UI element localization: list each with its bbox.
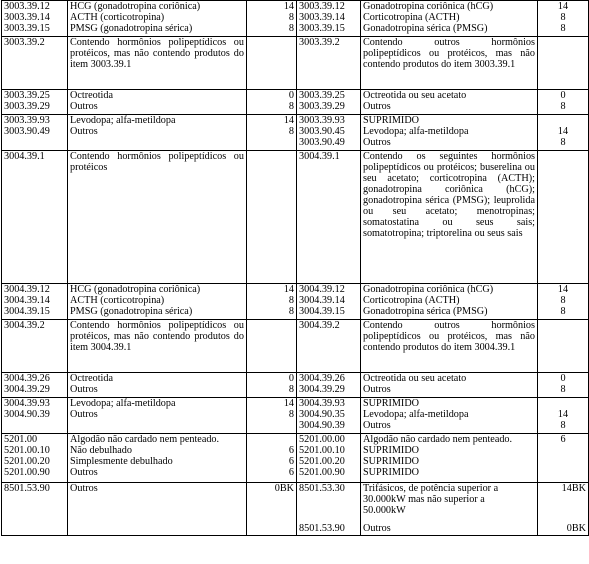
rate: 0BK [566, 523, 586, 534]
ncm-code: 3004.39.14 [4, 295, 50, 306]
rate: 14 [283, 398, 294, 409]
left-rate-cell [247, 320, 297, 373]
description: Outros [363, 101, 391, 112]
left-code-cell [2, 115, 68, 151]
rate: 8 [560, 23, 566, 34]
table-row [2, 320, 589, 373]
ncm-code: 3004.39.29 [4, 384, 50, 395]
ncm-code: 3003.39.12 [4, 1, 50, 12]
right-code-cell [297, 1, 361, 37]
right-rate-cell [538, 284, 589, 320]
rate: 8 [560, 101, 566, 112]
description: Algodão não cardado nem penteado. [363, 434, 513, 445]
rate: 0 [560, 90, 566, 101]
rate: 14BK [561, 483, 586, 494]
rate: 0 [560, 373, 566, 384]
left-description-cell [68, 1, 247, 37]
rate: 0 [288, 373, 294, 384]
left-description-cell [68, 483, 247, 536]
left-rate-cell [247, 1, 297, 37]
table-row [2, 115, 589, 151]
description: Gonadotropina sérica (PMSG) [363, 23, 488, 34]
ncm-code: 3003.90.49 [4, 126, 50, 137]
right-description-cell [361, 320, 538, 373]
left-code-cell [2, 320, 68, 373]
rate: 6 [288, 445, 294, 456]
rate: 0 [288, 90, 294, 101]
description: Algodão não cardado nem penteado. [70, 434, 220, 445]
right-description-cell [361, 1, 538, 37]
description: Gonadotropina sérica (PMSG) [363, 306, 488, 317]
table-row [2, 284, 589, 320]
right-description-cell [361, 284, 538, 320]
ncm-code: 3003.39.2 [4, 37, 45, 48]
description: Contendo os seguintes hormônios polipeptídicos ou protéicos; buserelina ou seu acetato; corticotropina (ACTH); gonadotropina coriônica (hCG); gonadotropina sérica (PMSG); leuprolida ou seu acetato; menotropinas; somatostatina ou seus sais; somatotropina; triptorelina ou seus sais [363, 151, 535, 239]
description: Outros [70, 384, 98, 395]
description: Octreotida [70, 90, 113, 101]
rate: 6 [288, 456, 294, 467]
description: Corticotropina (ACTH) [363, 12, 460, 23]
rate: 6 [288, 467, 294, 478]
tariff-comparison-table [1, 0, 589, 536]
table-row [2, 373, 589, 398]
ncm-code: 3003.90.45 [299, 126, 345, 137]
rate: 8 [560, 384, 566, 395]
rate: 8 [560, 137, 566, 148]
left-rate-cell [247, 151, 297, 284]
right-description-cell [361, 483, 538, 536]
left-description-cell [68, 115, 247, 151]
left-description-cell [68, 90, 247, 115]
left-description-cell [68, 284, 247, 320]
table-row [2, 434, 589, 483]
left-code-cell [2, 398, 68, 434]
description: SUPRIMIDO [363, 398, 420, 409]
description: Outros [70, 101, 98, 112]
right-description-cell [361, 90, 538, 115]
right-rate-cell [538, 1, 589, 37]
ncm-code: 3004.39.12 [299, 284, 345, 295]
description: Octreotida ou seu acetato [363, 90, 467, 101]
ncm-code: 3003.39.2 [299, 37, 340, 48]
description: Outros [363, 523, 391, 534]
ncm-code: 8501.53.30 [299, 483, 345, 494]
ncm-code: 8501.53.90 [4, 483, 50, 494]
description: Contendo outros hormônios polipeptídicos ou protéicos, mas não contendo produtos do item 3003.39.1 [363, 37, 535, 70]
rate: 0BK [274, 483, 294, 494]
ncm-code: 3003.39.15 [4, 23, 50, 34]
description: Outros [363, 420, 391, 431]
ncm-code: 3003.39.25 [299, 90, 345, 101]
description: PMSG (gonadotropina sérica) [70, 306, 193, 317]
description: HCG (gonadotropina coriônica) [70, 1, 201, 12]
rate: 14 [557, 1, 569, 12]
right-code-cell [297, 434, 361, 483]
table-row [2, 90, 589, 115]
ncm-code: 3004.39.26 [4, 373, 50, 384]
left-rate-cell [247, 115, 297, 151]
right-description-cell [361, 373, 538, 398]
rate [540, 398, 586, 409]
right-rate-cell [538, 398, 589, 434]
ncm-code: 3003.39.14 [299, 12, 345, 23]
rate [249, 434, 294, 445]
left-code-cell [2, 434, 68, 483]
description: Levodopa; alfa-metildopa [363, 409, 469, 420]
right-rate-cell [538, 90, 589, 115]
ncm-code: 3004.90.35 [299, 409, 345, 420]
ncm-code: 3004.39.26 [299, 373, 345, 384]
right-description-cell [361, 398, 538, 434]
rate: 14 [283, 1, 294, 12]
ncm-code: 3003.39.29 [4, 101, 50, 112]
description: Outros [70, 467, 98, 478]
table-row [2, 398, 589, 434]
description: ACTH (corticotropina) [70, 12, 165, 23]
description: Outros [363, 384, 391, 395]
description: Gonadotropina coriônica (hCG) [363, 284, 494, 295]
rate: 8 [288, 23, 294, 34]
description: SUPRIMIDO [363, 115, 420, 126]
left-rate-cell [247, 398, 297, 434]
description: Corticotropina (ACTH) [363, 295, 460, 306]
ncm-code: 3004.39.12 [4, 284, 50, 295]
right-rate-cell [538, 373, 589, 398]
right-description-cell [361, 115, 538, 151]
right-rate-cell [538, 320, 589, 373]
ncm-code: 3004.39.2 [299, 320, 340, 331]
left-code-cell [2, 37, 68, 90]
rate: 14 [557, 409, 569, 420]
rate: 8 [288, 12, 294, 23]
description: Octreotida ou seu acetato [363, 373, 467, 384]
left-description-cell [68, 151, 247, 284]
ncm-code: 5201.00.10 [299, 445, 345, 456]
ncm-code: 3003.39.25 [4, 90, 50, 101]
ncm-code: 3004.39.93 [4, 398, 50, 409]
description: Outros [363, 137, 391, 148]
description: Outros [70, 126, 98, 137]
description: Levodopa; alfa-metildopa [70, 115, 176, 126]
ncm-code: 3003.90.49 [299, 137, 345, 148]
right-description-cell [361, 151, 538, 284]
right-description-cell [361, 37, 538, 90]
rate: 14 [283, 284, 294, 295]
ncm-code: 3004.39.14 [299, 295, 345, 306]
left-description-cell [68, 320, 247, 373]
ncm-code: 3004.39.93 [299, 398, 345, 409]
table-row [2, 483, 589, 536]
right-description-cell [361, 434, 538, 483]
left-rate-cell [247, 37, 297, 90]
rate [540, 445, 586, 456]
right-rate-cell [538, 115, 589, 151]
rate [540, 115, 586, 126]
ncm-code: 3003.39.12 [299, 1, 345, 12]
rate: 8 [288, 306, 294, 317]
description: SUPRIMIDO [363, 456, 420, 467]
right-rate-cell [538, 434, 589, 483]
ncm-code: 3004.39.2 [4, 320, 45, 331]
left-rate-cell [247, 373, 297, 398]
left-rate-cell [247, 434, 297, 483]
ncm-code: 3004.39.1 [299, 151, 340, 162]
ncm-code: 5201.00.20 [4, 456, 50, 467]
description: SUPRIMIDO [363, 467, 420, 478]
right-code-cell [297, 284, 361, 320]
right-rate-cell [538, 37, 589, 90]
right-code-cell [297, 398, 361, 434]
left-description-cell [68, 37, 247, 90]
rate: 8 [288, 295, 294, 306]
left-code-cell [2, 1, 68, 37]
right-code-cell [297, 115, 361, 151]
description: Contendo hormônios polipeptídicos ou protéicos [70, 151, 244, 173]
left-code-cell [2, 373, 68, 398]
left-rate-cell [247, 90, 297, 115]
description: Não debulhado [70, 445, 132, 456]
description: Outros [70, 483, 98, 494]
left-code-cell [2, 483, 68, 536]
rate: 8 [288, 409, 294, 420]
right-code-cell [297, 483, 361, 536]
ncm-code: 3003.39.93 [299, 115, 345, 126]
rate: 8 [560, 295, 566, 306]
right-rate-cell [538, 483, 589, 536]
description: Contendo hormônios polipeptídicos ou protéicos, mas não contendo produtos do item 3003.39.1 [70, 37, 244, 70]
rate: 8 [560, 420, 566, 431]
rate: 8 [288, 126, 294, 137]
description: ACTH (corticotropina) [70, 295, 165, 306]
right-code-cell [297, 320, 361, 373]
description: Levodopa; alfa-metildopa [70, 398, 176, 409]
table-row [2, 37, 589, 90]
ncm-code: 3004.39.29 [299, 384, 345, 395]
ncm-code: 3004.90.39 [299, 420, 345, 431]
left-code-cell [2, 284, 68, 320]
ncm-code: 3003.39.14 [4, 12, 50, 23]
left-rate-cell [247, 284, 297, 320]
rate [540, 467, 586, 478]
description: Contendo hormônios polipeptídicos ou protéicos, mas não contendo produtos do item 3004.39.1 [70, 320, 244, 353]
rate: 14 [557, 284, 569, 295]
rate: 8 [288, 384, 294, 395]
description: Outros [70, 409, 98, 420]
left-description-cell [68, 398, 247, 434]
right-rate-cell [538, 151, 589, 284]
left-code-cell [2, 151, 68, 284]
description: Contendo outros hormônios polipeptídicos ou protéicos, mas não contendo produtos do item 3004.39.1 [363, 320, 535, 353]
ncm-code: 3004.39.15 [299, 306, 345, 317]
ncm-code: 3004.39.15 [4, 306, 50, 317]
ncm-code: 3003.39.29 [299, 101, 345, 112]
rate: 14 [283, 115, 294, 126]
ncm-code: 5201.00 [4, 434, 38, 445]
left-code-cell [2, 90, 68, 115]
rate: 8 [560, 306, 566, 317]
ncm-code: 3003.39.93 [4, 115, 50, 126]
ncm-code: 5201.00.20 [299, 456, 345, 467]
description: PMSG (gonadotropina sérica) [70, 23, 193, 34]
description: HCG (gonadotropina coriônica) [70, 284, 201, 295]
description: Levodopa; alfa-metildopa [363, 126, 469, 137]
rate: 6 [560, 434, 566, 445]
table-row [2, 151, 589, 284]
ncm-code: 5201.00.10 [4, 445, 50, 456]
description: Octreotida [70, 373, 113, 384]
ncm-code: 5201.00.00 [299, 434, 345, 445]
ncm-code: 5201.00.90 [4, 467, 50, 478]
rate [540, 456, 586, 467]
right-code-cell [297, 37, 361, 90]
left-rate-cell [247, 483, 297, 536]
left-description-cell [68, 434, 247, 483]
description: Trifásicos, de potência superior a 30.000kW mas não superior a 50.000kW [363, 483, 499, 516]
ncm-code: 3003.39.15 [299, 23, 345, 34]
right-code-cell [297, 90, 361, 115]
ncm-code: 3004.90.39 [4, 409, 50, 420]
ncm-code: 5201.00.90 [299, 467, 345, 478]
ncm-code: 3004.39.1 [4, 151, 45, 162]
table-row [2, 1, 589, 37]
right-code-cell [297, 373, 361, 398]
rate: 8 [288, 101, 294, 112]
ncm-code: 8501.53.90 [299, 523, 345, 534]
description: SUPRIMIDO [363, 445, 420, 456]
rate: 8 [560, 12, 566, 23]
description: Simplesmente debulhado [70, 456, 173, 467]
description: Gonadotropina coriônica (hCG) [363, 1, 494, 12]
left-description-cell [68, 373, 247, 398]
right-code-cell [297, 151, 361, 284]
rate: 14 [557, 126, 569, 137]
